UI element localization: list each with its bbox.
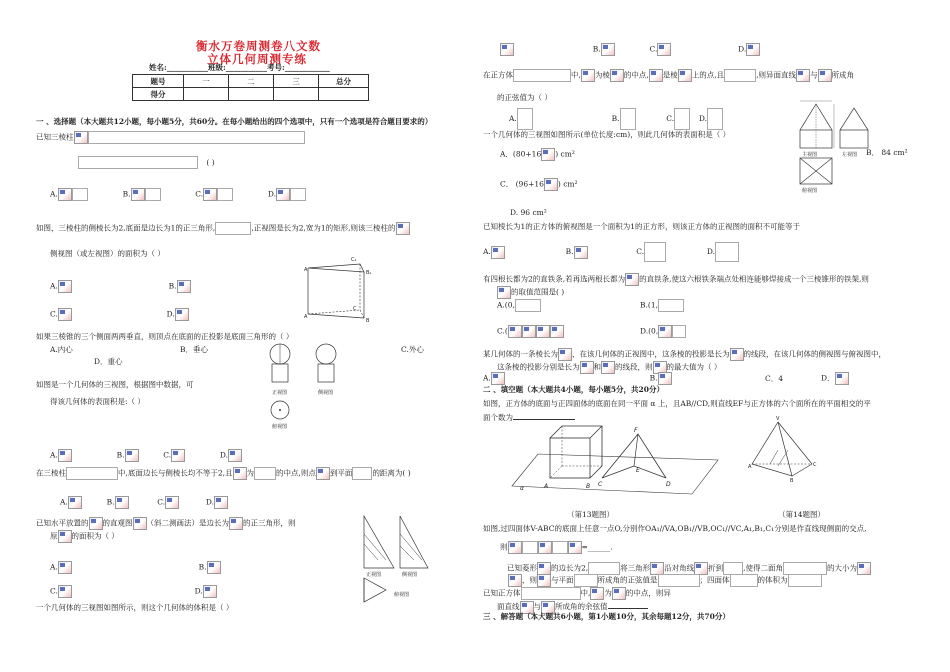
svg-text:B: B	[366, 318, 370, 324]
question-text: 中,	[571, 70, 581, 80]
question-text: 中,	[580, 588, 591, 598]
question-text: 在正方体	[483, 70, 513, 80]
formula-box	[88, 131, 305, 144]
option-d[interactable]: D.	[166, 309, 175, 319]
formula-box	[254, 467, 276, 480]
score-cell[interactable]	[184, 88, 229, 101]
formula-box	[788, 574, 822, 587]
formula-image-icon	[612, 587, 626, 600]
formula-image-icon	[396, 222, 410, 235]
formula-image-icon	[491, 246, 505, 259]
question-10: 已知棱长为1的正方体的俯视图是一个面积为1的正方形，则该正方体的正视图的面积不可能等于	[483, 222, 801, 231]
question-13-line2	[483, 411, 575, 423]
formula-image-icon	[207, 561, 221, 574]
exam-title: 衡水万卷周测卷八文数	[196, 39, 321, 53]
formula-box	[552, 541, 568, 554]
svg-text:F: F	[634, 427, 638, 434]
option-c[interactable]: C.	[50, 586, 58, 596]
option-b[interactable]: B.	[198, 562, 207, 572]
score-cell: 题号	[133, 75, 184, 88]
question-text: 的中点,则点	[276, 468, 316, 478]
question-text: 有四根长都为2的直铁条,若再选两根长都为	[483, 274, 626, 284]
svg-text:α: α	[520, 485, 524, 492]
question-text: ，则	[522, 575, 537, 585]
option-d[interactable]: D.	[267, 189, 277, 199]
formula-box	[707, 108, 723, 130]
formula-box	[290, 188, 306, 201]
option-a[interactable]: A.	[50, 281, 58, 291]
label-front: 正视图	[272, 390, 288, 396]
question-text: 面直线	[497, 602, 520, 611]
question-6-options-ab	[50, 561, 221, 574]
question-8-line2: 的正弦值为（ ）	[497, 93, 552, 102]
formula-image-icon	[74, 131, 88, 144]
question-4-options	[50, 449, 242, 462]
question-9-option-d[interactable]: D. 96 cm²	[510, 208, 547, 217]
option-text: ) cm²	[557, 179, 578, 189]
formula-box	[620, 108, 636, 130]
question-text: ；四面体	[699, 575, 730, 585]
question-text: 则	[500, 542, 508, 552]
option-d[interactable]: D.	[706, 247, 716, 256]
score-cell[interactable]	[229, 88, 274, 101]
question-11	[483, 273, 869, 286]
formula-image-icon	[568, 541, 582, 554]
question-1-line2	[78, 156, 215, 169]
label-main: 主视图	[802, 152, 818, 158]
question-text: 所成角的余弦值	[555, 602, 608, 611]
question-12-option-d[interactable]	[821, 372, 849, 385]
question-text: 的大小为	[827, 563, 858, 573]
question-text: 如图，三棱柱的侧棱长为2,底面是边长为1的正三角形,	[36, 223, 216, 233]
formula-box	[658, 574, 700, 587]
question-text: 的直观图	[102, 518, 133, 528]
formula-image-icon	[214, 496, 228, 509]
option-a[interactable]: A.	[60, 497, 68, 507]
question-3: 如果三棱锥的三个侧面两两垂直，则顶点在底面的正投影是底面三角形的（ ）	[36, 332, 294, 341]
score-cell: 一	[184, 75, 229, 88]
question-text: ,则异面直线	[756, 70, 797, 80]
formula-image-icon	[229, 517, 243, 530]
formula-image-icon	[746, 43, 760, 56]
formula-image-icon	[58, 585, 72, 598]
question-9-option-a[interactable]	[500, 148, 575, 161]
option-b[interactable]: B.	[592, 44, 601, 54]
option-c[interactable]: C.	[666, 114, 675, 123]
formula-box	[515, 299, 541, 312]
formula-image-icon	[590, 587, 604, 600]
option-d[interactable]: D.	[194, 586, 203, 596]
option-b[interactable]: B.	[611, 114, 620, 123]
question-prev-options	[500, 43, 760, 56]
option-a[interactable]: A.	[483, 373, 491, 383]
svg-text:V: V	[776, 416, 780, 422]
question-11-option-b[interactable]	[640, 299, 684, 312]
option-b[interactable]: B.	[565, 247, 574, 256]
option-a[interactable]: A.	[50, 450, 58, 460]
question-2-options-cd	[50, 308, 189, 321]
formula-image-icon	[508, 574, 522, 587]
score-cell[interactable]	[274, 88, 319, 101]
question-text: 的面积为（ ）	[71, 531, 119, 541]
question-3-option-b[interactable]: B．垂心	[180, 345, 209, 354]
svg-text:B: B	[790, 478, 794, 484]
formula-box	[674, 108, 690, 130]
question-text: 的直铁条,使这六根铁条端点处相连能够焊接成一个三棱锥形的铁架,则	[639, 274, 869, 284]
score-cell: 三	[274, 75, 319, 88]
question-12-options	[483, 372, 672, 385]
question-8	[483, 69, 854, 82]
question-text: 在三棱柱	[36, 468, 66, 478]
answer-paren: ( )	[206, 157, 215, 167]
formula-image-icon	[228, 449, 242, 462]
svg-text:C: C	[598, 481, 603, 488]
formula-image-icon	[610, 69, 624, 82]
option-text: B.(1,	[640, 300, 658, 310]
label-top: 俯视图	[802, 188, 818, 194]
question-2-line2: 侧视图（或左视图）的面积为（ ）	[50, 249, 165, 258]
svg-text:A: A	[748, 464, 752, 470]
option-text: C． (96+16	[500, 179, 544, 189]
question-text: ，在该几何体的正视图中，这条棱的投影是长为	[572, 349, 730, 359]
formula-box	[352, 467, 372, 480]
formula-image-icon	[177, 280, 191, 293]
question-2-options-ab	[50, 280, 191, 293]
question-text: 的最大值为（ ）	[666, 362, 722, 372]
formula-box	[217, 188, 233, 201]
figure-14-caption: （第14题图）	[778, 510, 826, 519]
option-b[interactable]: B.	[649, 373, 658, 383]
formula-image-icon	[58, 188, 72, 201]
question-14-line2	[500, 541, 613, 554]
option-c[interactable]: C.	[157, 497, 166, 507]
formula-image-icon	[508, 541, 522, 554]
option-b[interactable]: B.	[168, 281, 177, 291]
question-text: 为	[604, 588, 612, 598]
question-3-option-d[interactable]: D．重心	[94, 357, 123, 366]
formula-image-icon	[497, 286, 511, 299]
question-5-options	[60, 496, 228, 509]
section-2-heading: 二 、填空题（本大题共4小题，每小题5分，共20分）	[483, 385, 664, 394]
formula-box	[66, 467, 118, 480]
question-text: 与	[810, 70, 818, 80]
formula-image-icon	[89, 517, 103, 530]
formula-image-icon	[857, 562, 871, 575]
formula-image-icon	[538, 541, 552, 554]
question-8-options	[509, 108, 723, 130]
option-c[interactable]: C.	[195, 189, 204, 199]
question-11-option-a[interactable]	[497, 299, 541, 312]
section-3-heading: 三 、解答题（本大题共6小题，第1小题10分，其余每题12分，共70分）	[483, 612, 730, 621]
question-13: 如图，正方体的底面与正四面体的底面在同一平面 α 上，且AB//CD,则直线EF与正方体的六个面所在的平面相交的平	[483, 399, 871, 408]
svg-text:A: A	[304, 314, 308, 320]
svg-text:D: D	[666, 481, 671, 488]
formula-image-icon	[203, 585, 217, 598]
question-text: 所成角的正弦值是	[597, 575, 658, 585]
question-14: 如图,过四面体V-ABC的底面上任意一点O,分别作OA₁//VA,OB₁//VB,OC₁//VC,A₁,B₁,C₁分别是作直线现侧面的交点,	[483, 524, 867, 533]
label-front: 正视图	[366, 572, 382, 578]
svg-text:A: A	[304, 267, 308, 273]
question-text: （斜二测画法）是边长为	[146, 518, 229, 528]
question-text: 已知菱形	[507, 563, 537, 573]
question-text: 的正三角形，则	[243, 518, 296, 528]
question-6-options-cd	[50, 585, 217, 598]
question-text: 与	[533, 602, 541, 611]
question-text: 的线段，则	[615, 362, 653, 372]
question-text: 折到	[708, 563, 724, 573]
formula-image-icon	[625, 273, 639, 286]
question-10-options	[483, 242, 739, 262]
formula-box	[72, 188, 88, 201]
formula-box	[715, 242, 739, 262]
question-4: 如图是一个几何体的三视图，根据图中数据，可	[36, 380, 194, 389]
question-15-line2	[508, 574, 822, 587]
house-three-view-figure	[798, 100, 870, 194]
score-cell: 总分	[319, 75, 369, 88]
option-b[interactable]: B.	[122, 189, 131, 199]
label-left: 左视图	[842, 152, 858, 158]
three-view-figure	[268, 342, 348, 432]
formula-image-icon	[276, 188, 290, 201]
question-12-option-c[interactable]: C．4	[765, 374, 784, 383]
question-9-option-c[interactable]	[500, 178, 578, 191]
question-text: 和	[593, 362, 601, 372]
formula-box	[78, 156, 198, 169]
label-top: 俯视图	[272, 424, 288, 430]
formula-image-icon	[233, 467, 247, 480]
question-text: 的中点，则异	[625, 588, 671, 598]
option-d[interactable]: D.	[698, 114, 708, 123]
svg-text:C: C	[813, 462, 817, 468]
question-text: 的边长为2,	[551, 563, 589, 573]
question-6	[36, 517, 296, 530]
formula-image-icon	[601, 43, 615, 56]
question-text: 与平面	[551, 575, 574, 585]
question-text: 的线段，在该几何体的侧视图与俯视图中，	[743, 349, 886, 359]
cube-tetrahedron-figure	[510, 424, 720, 504]
formula-image-icon	[68, 496, 82, 509]
formula-image-icon	[316, 467, 330, 480]
question-12	[483, 348, 886, 361]
option-a[interactable]: A.	[50, 189, 58, 199]
question-text: 这条棱的投影分别是长为	[497, 362, 580, 372]
formula-box	[730, 574, 758, 587]
question-text: 到平面	[329, 468, 353, 478]
option-text: A.(0,	[497, 300, 515, 310]
triangle-three-view-figure	[356, 514, 438, 606]
option-text: A．(80+16	[500, 149, 542, 159]
formula-image-icon	[133, 517, 147, 530]
formula-image-icon	[508, 325, 522, 338]
formula-image-icon	[658, 372, 672, 385]
question-text: 的中点,	[623, 70, 649, 80]
score-cell: 得分	[133, 88, 184, 101]
formula-box	[517, 108, 533, 130]
question-text: 的取值范围是( )	[511, 287, 565, 297]
option-a[interactable]: A.	[483, 247, 491, 256]
formula-box	[521, 587, 581, 600]
question-text: 面个数为	[483, 413, 513, 422]
question-text: 的距离为( )	[372, 468, 411, 478]
formula-image-icon	[175, 308, 189, 321]
question-11-option-d[interactable]	[640, 325, 686, 338]
svg-text:E: E	[636, 467, 640, 474]
score-table-score-row	[133, 88, 369, 101]
prism-figure	[304, 252, 374, 322]
formula-image-icon	[125, 449, 139, 462]
student-info-line: 姓名:___________班级:___________考号:____________	[149, 63, 330, 72]
svg-text:C: C	[353, 306, 357, 312]
formula-box	[574, 574, 598, 587]
question-text: ,使得二面角	[743, 563, 784, 573]
question-1	[36, 131, 305, 144]
score-cell: 二	[229, 75, 274, 88]
question-5	[36, 467, 411, 480]
option-c[interactable]: C.	[649, 44, 658, 54]
question-2	[36, 222, 410, 235]
question-9-option-b[interactable]: B． 84 cm²	[866, 148, 908, 157]
question-text: 上的点,且	[691, 70, 725, 80]
formula-box	[658, 299, 684, 312]
question-6-line2	[50, 530, 119, 543]
score-table	[132, 74, 369, 101]
question-16	[483, 587, 671, 600]
formula-image-icon	[58, 530, 72, 543]
option-d[interactable]: D.	[219, 450, 229, 460]
question-text: 已知水平放置的	[36, 518, 89, 528]
exam-subtitle: 立体几何周测专练	[207, 52, 307, 66]
option-a[interactable]: A.	[509, 114, 517, 123]
question-11-line2	[497, 286, 564, 299]
figure-13-caption: （第13题图）	[567, 510, 615, 519]
question-3-option-c[interactable]: C.外心	[401, 345, 424, 354]
score-cell[interactable]	[319, 88, 369, 101]
question-text: 将三角形	[620, 563, 651, 573]
formula-image-icon	[544, 178, 558, 191]
formula-image-icon	[58, 561, 72, 574]
formula-image-icon	[537, 574, 551, 587]
question-1-options	[50, 188, 306, 201]
label-side: 侧视图	[318, 390, 334, 396]
formula-image-icon	[58, 280, 72, 293]
option-d[interactable]: D.	[205, 497, 215, 507]
formula-image-icon	[796, 69, 810, 82]
formula-image-icon	[115, 496, 129, 509]
question-text: 的体积为	[757, 575, 788, 585]
formula-image-icon	[835, 372, 849, 385]
label-top: 俯视图	[394, 592, 410, 598]
question-text: 沿对角线	[664, 563, 695, 573]
question-text: 已知三棱柱	[36, 132, 74, 142]
option-c[interactable]: C.	[50, 309, 58, 319]
formula-box	[724, 69, 756, 82]
option-d[interactable]: D.	[738, 44, 747, 54]
formula-image-icon	[500, 43, 514, 56]
option-text: C.(	[497, 326, 508, 336]
formula-image-icon	[558, 348, 572, 361]
formula-box	[644, 242, 666, 262]
formula-image-icon	[550, 325, 564, 338]
question-text: 中,底面边长与侧棱长均不等于2,且	[118, 468, 233, 478]
formula-box	[513, 69, 571, 82]
formula-image-icon	[165, 496, 179, 509]
answer-blank[interactable]: =______.	[581, 542, 613, 552]
question-7: 一个几何体的三视图如图所示，则这个几何体的体积是（ ）	[36, 603, 234, 612]
score-table-header-row	[133, 75, 369, 88]
option-b[interactable]: B.	[106, 497, 115, 507]
svg-text:B₁: B₁	[366, 270, 372, 276]
option-text: D.(0,	[640, 326, 659, 336]
formula-image-icon	[574, 246, 588, 259]
formula-image-icon	[203, 188, 217, 201]
svg-text:A: A	[544, 483, 549, 490]
question-3-option-a[interactable]: A.内心	[50, 345, 73, 354]
option-b[interactable]: B.	[116, 450, 125, 460]
question-text: 是棱	[662, 70, 678, 80]
answer-blank[interactable]	[513, 411, 575, 420]
formula-box	[215, 222, 251, 235]
formula-image-icon	[522, 325, 536, 338]
answer-blank[interactable]	[608, 600, 648, 609]
question-text: 已知正方体	[483, 588, 521, 598]
formula-image-icon	[58, 308, 72, 321]
formula-image-icon	[541, 148, 555, 161]
option-c[interactable]: C.	[163, 450, 172, 460]
formula-image-icon	[658, 325, 672, 338]
label-side: 侧视图	[402, 572, 418, 578]
formula-image-icon	[581, 69, 595, 82]
question-text: 原	[50, 531, 58, 541]
svg-text:C₁: C₁	[351, 257, 357, 263]
svg-text:B: B	[586, 483, 591, 490]
question-text: ,正视图是长为2,宽为1的矩形,则该三棱柱的	[251, 223, 396, 233]
formula-box	[522, 541, 538, 554]
formula-image-icon	[491, 372, 505, 385]
formula-image-icon	[171, 449, 185, 462]
option-text: ) cm²	[555, 149, 575, 159]
question-text: 为	[246, 468, 255, 478]
question-11-option-c[interactable]	[497, 325, 564, 338]
formula-image-icon	[131, 188, 145, 201]
formula-image-icon	[58, 449, 72, 462]
section-1-heading: 一 、选择题（本大题共12小题，每小题5分，共60分。在每小题给出的四个选项中，只有一个选项是符合题目要求的）	[36, 117, 433, 126]
tetrahedron-vabc-figure	[748, 416, 818, 484]
formula-box	[672, 325, 686, 338]
formula-image-icon	[536, 325, 550, 338]
question-text: 为棱	[594, 70, 610, 80]
option-a[interactable]: A.	[50, 562, 58, 572]
option-text: D．	[821, 373, 835, 383]
question-4-line2: 得该几何体的表面积是:（ ）	[50, 397, 145, 406]
formula-image-icon	[730, 348, 744, 361]
formula-box	[145, 188, 161, 201]
question-text: 所成角	[831, 70, 855, 80]
formula-image-icon	[678, 69, 692, 82]
formula-image-icon	[649, 69, 663, 82]
question-9: 一个几何体的三视图如图所示(单位长度:cm)，则此几何体的表面积是（ ）	[483, 130, 731, 139]
question-text: 某几何体的一条棱长为	[483, 349, 558, 359]
formula-image-icon	[818, 69, 832, 82]
option-c[interactable]: C.	[636, 247, 645, 256]
formula-image-icon	[657, 43, 671, 56]
